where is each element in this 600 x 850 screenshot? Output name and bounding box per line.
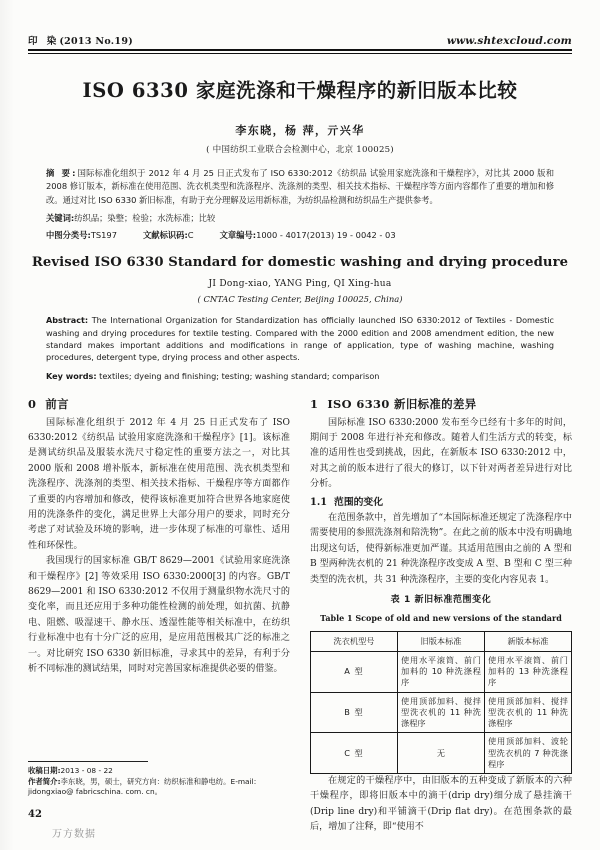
table-caption-chinese: 表 1 新旧标准范围变化	[390, 595, 492, 606]
cell-machine-type: A 型	[311, 652, 398, 693]
author-bio-line	[28, 777, 290, 798]
header-divider	[28, 49, 572, 54]
page-number: 42	[28, 809, 42, 820]
received-date-label: 收稿日期:	[28, 766, 61, 776]
keywords-label-zh: 关键词:	[46, 213, 75, 224]
scope-comparison-table	[310, 631, 572, 774]
abstract-text-en: The International Organization for Standardization has officially launched ISO 6330:2012 of Textiles - Domestic washing and drying procedures for textile testing. Compared with the 2000 edition and 2008 amendment edition, the new standard makes important additions and modifications in range of application, type of washing machine, washing procedures, detergent type, drying process and other aspects.	[46, 315, 554, 362]
article-id-value: 1000 - 4017(2013) 19 - 0042 - 03	[256, 230, 396, 241]
cell-new-standard: 使用顶部加料、波轮型洗衣机的 7 种洗涤程序	[485, 733, 572, 774]
clc-label: 中图分类号:	[46, 230, 91, 241]
column-header-machine-type: 洗衣机型号	[311, 631, 398, 651]
page-title-english: Revised ISO 6330 Standard for domestic washing and drying procedure	[31, 255, 569, 271]
abstract-english	[46, 314, 554, 363]
database-watermark: 万方数据	[52, 829, 96, 840]
cell-old-standard: 使用顶部加料、搅拌型洗衣机的 11 种洗涤程序	[398, 692, 485, 733]
abstract-text-zh: 国际标准化组织于 2012 年 4 月 25 日正式发布了 ISO 6330:2012《纺织品 试验用家庭洗涤和干燥程序》，对比其 2000 版和 2008 修订版本，新标准在使用范围、洗衣机类型和洗涤程序、洗涤剂的类型、相关技术指标、干燥程序等方面内容都作了重要的增加和修改。通过对比 ISO 6330 新旧标准，有助于充分理解及运用新标准，为纺织品检测和纺织品生产提供参考。	[46, 167, 554, 205]
affiliation-english: ( CNTAC Testing Center, Beijing 100025, China)	[197, 294, 403, 305]
cell-old-standard: 无	[398, 733, 485, 774]
section-heading-1-1	[310, 495, 572, 510]
author-bio-value: 李东晓，男，硕士，研究方向：纺织标准和静电纺。E-mail: jidongxiao@ fabricschina. com. cn。	[28, 776, 257, 797]
column-header-new-standard: 新版本标准	[485, 631, 572, 651]
cell-machine-type: B 型	[311, 692, 398, 733]
abstract-chinese	[46, 167, 554, 208]
keywords-chinese	[46, 212, 554, 225]
section-title-0: 前言	[45, 397, 69, 412]
table-row	[311, 733, 572, 774]
cell-old-standard: 使用水平滚筒、前门加料的 10 种洗涤程序	[398, 652, 485, 693]
running-head	[28, 0, 572, 47]
doc-code-group	[143, 229, 194, 241]
table-row	[311, 692, 572, 733]
affiliation-chinese: ( 中国纺织工业联合会检测中心，北京 100025)	[206, 144, 394, 155]
doc-code-value: C	[187, 230, 194, 241]
section-number-1: 1	[310, 397, 319, 412]
column-header-old-standard: 旧版本标准	[398, 631, 485, 651]
author-bio-label: 作者简介:	[28, 776, 61, 786]
section-heading-1	[310, 397, 572, 412]
authors-english: JI Dong-xiao, YANG Ping, QI Xing-hua	[208, 279, 392, 290]
classification-line	[46, 229, 554, 241]
journal-name: 印 染	[28, 36, 60, 47]
cell-new-standard: 使用水平滚筒、前门加料的 13 种洗涤程序	[485, 652, 572, 693]
section-1-1-paragraph-2: 在规定的干燥程序中，由旧版本的五种变成了新版本的六种干燥程序，即将旧版本中的滴干(drip dry)细分成了悬挂滴干(Drip line dry)和平铺滴干(Drip flat dry)。在范围条款的最后，增加了注释，即“使用不	[310, 775, 572, 833]
journal-website: www.shtexcloud.com	[446, 35, 572, 47]
article-id-label: 文章编号:	[219, 230, 257, 241]
section-0-paragraph-1: 国际标准化组织于 2012 年 4 月 25 日正式发布了 ISO 6330:2012《纺织品 试验用家庭洗涤和干燥程序》[1]。该标准是测试纺织品及服装水洗尺寸稳定性的重要方法之一，对比其 2000 版和 2008 增补版本，新标准在使用范围、洗衣机类型和洗涤程序、洗涤剂的类型、相关技术指标、干燥程序等方面都作了重要的内容增加和修改，使得该标准更加符合世界各地家庭使用的洗涤条件的变化，满足世界上大部分用户的要求，同时充分考虑了对试验及环境的影响，进一步体现了标准的可靠性、适用性和环保性。	[28, 417, 290, 551]
table-row	[311, 652, 572, 693]
table-caption-english: Table 1 Scope of old and new versions of the standard	[320, 613, 562, 624]
received-date-line	[28, 766, 290, 777]
column-right	[310, 397, 572, 835]
article-id-group	[220, 229, 396, 241]
section-title-1: ISO 6330 新旧标准的差异	[327, 397, 477, 412]
footnote-block	[28, 761, 290, 798]
abstract-label-zh: 摘 要:	[46, 167, 78, 178]
keywords-english	[46, 370, 554, 382]
keywords-text-en: textiles; dyeing and finishing; testing; washing standard; comparison	[99, 371, 380, 382]
section-1-paragraph-1: 国际标准 ISO 6330:2000 发布至今已经有十多年的时间，期间于 2008 年进行补充和修改。随着人们生活方式的转变，标准的适用性也受到挑战，因此，在新版本 ISO 6330:2012 中，对其之前的版本进行了很大的修订，以下针对两者差异进行对比分析。	[310, 417, 572, 490]
clc-group	[46, 229, 117, 241]
section-1-1-paragraph-1: 在范围条款中，首先增加了“本国际标准还规定了洗涤程序中需要使用的参照洗涤剂和陪洗物”。在此之前的版本中没有明确地出现这句话，使得新标准更加严谨。其适用范围由之前的 A 型和 B 型两种洗衣机的 21 种洗涤程序改变成 A 型、B 型和 C 型三种类型的洗衣机，共 31 种洗涤程序，主要的变化内容见表 1。	[310, 513, 572, 585]
footnote-divider	[28, 761, 148, 762]
authors-chinese: 李东晓，杨 萍，亓兴华	[235, 123, 365, 137]
keywords-text-zh: 纺织品；染整；检验；水洗标准；比较	[74, 213, 216, 224]
keywords-label-en: Key words:	[46, 371, 97, 382]
section-number-1-1: 1.1	[310, 496, 328, 508]
clc-value: TS197	[90, 230, 117, 241]
cell-machine-type: C 型	[311, 733, 398, 774]
section-0-paragraph-2: 我国现行的国家标准 GB/T 8629—2001《试验用家庭洗涤和干燥程序》[2] 等效采用 ISO 6330:2000[3] 的内容。GB/T 8629—2001 和 ISO 6330:2012 不仅用于测量织物水洗尺寸的变化率，而且还应用于多种功能性检测的前处理，如抗菌、抗静电、阻燃、吸湿速干、静水压、透湿性能等相关标准中，在纺织行业标准中也有十分广泛的应用，是应用范围极其广泛的标准之一。对比研究 ISO 6330 新旧标准，寻求其中的差异，有利于分析不同标准的测试结果，同时对完善国家标准提供必要的借鉴。	[28, 556, 290, 675]
section-title-1-1: 范围的变化	[334, 496, 384, 508]
doc-code-label: 文献标识码:	[142, 230, 188, 241]
table-header-row	[311, 631, 572, 651]
page-title: ISO 6330 家庭洗涤和干燥程序的新旧版本比较	[82, 78, 518, 102]
section-number-0: 0	[28, 397, 37, 412]
cell-new-standard: 使用顶部加料、搅拌型洗衣机的 11 种洗涤程序	[485, 692, 572, 733]
journal-issue: (2013 No.19)	[59, 36, 134, 47]
section-heading-0	[28, 397, 290, 412]
received-date-value: 2013 - 08 - 22	[60, 766, 113, 776]
journal-identifier	[28, 33, 133, 47]
abstract-label-en: Abstract:	[46, 315, 89, 326]
